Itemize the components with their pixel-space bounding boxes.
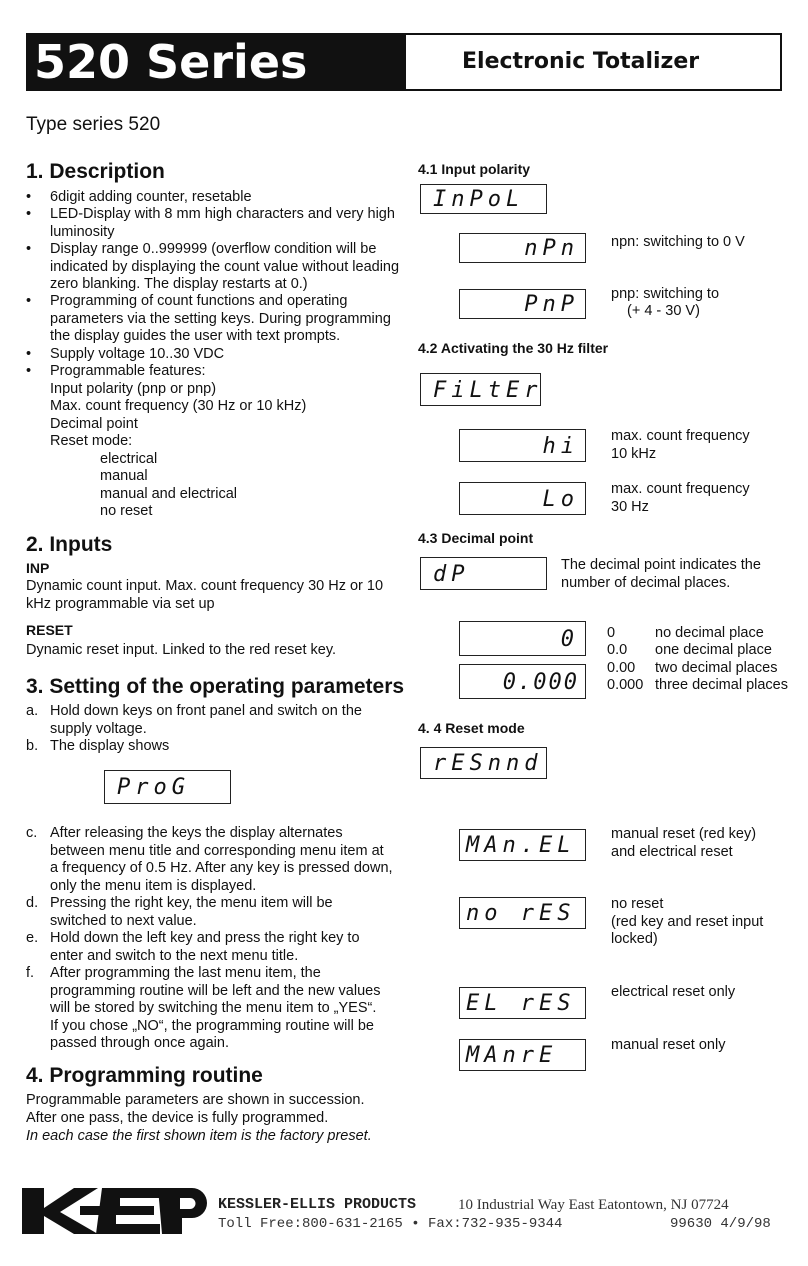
pnp-display: PnP [459,289,586,319]
input-polarity-heading: 4.1 Input polarity [418,161,531,177]
nores-display: no rES [459,897,586,929]
hi-display: hi [459,429,586,462]
inp-label: INP [26,560,50,576]
operating-params-heading: 3. Setting of the operating parameters [26,675,405,698]
series-title: 520 Series [34,35,308,89]
npn-text: npn: switching to 0 V [611,234,745,250]
lo-text-value: 30 Hz [611,499,649,515]
step-e-text: Hold down the left key and press the right key to enter and switch to the next menu title. [50,930,360,964]
routine-note: In each case the first shown item is the factory preset. [26,1128,372,1144]
prog-display: ProG [104,770,231,804]
list-item: • Programming of count functions and operating parameters via the setting keys. During programming the display guides the user with text prompts. [26,293,391,344]
feature-item: Reset mode: [50,433,133,449]
feature-item: Max. count frequency (30 Hz or 10 kHz) [50,398,307,414]
dp-row-value: 0 [607,625,616,641]
svg-text:KEP: KEP [22,1186,25,1187]
doc-number: 99630 4/9/98 [670,1216,771,1232]
dp-text: The decimal point indicates the [561,557,761,573]
inpol-display: InPoL [420,184,547,214]
step-c-text: After releasing the keys the display alternates between menu title and corresponding menu item at a frequency of 0.5 Hz. After any key is pressed down, only the menu item is displayed. [50,825,393,894]
hi-text: max. count frequency [611,428,750,444]
filter-display: FiLtEr [420,373,541,406]
kep-logo [22,1186,212,1241]
step-f-text: After programming the last menu item, the programming routine will be left and the new values will be stored by switching the menu item to „YES“. If you chose „NO“, the programming routine will be passed through once again. [50,965,381,1051]
series-banner [26,33,406,91]
hi-text-value: 10 kHz [611,446,657,462]
reset-mode-heading: 4. 4 Reset mode [418,720,525,736]
reset-mode-item: manual [100,468,148,484]
product-title: Electronic Totalizer [462,49,700,74]
routine-line: Programmable parameters are shown in succession. [26,1092,365,1108]
dp-display: dP [420,557,547,590]
dp-row-desc: one decimal place [655,642,772,658]
description-heading: 1. Description [26,160,165,183]
inp-text: Dynamic count input. Max. count frequency 30 Hz or 10 kHz programmable via set up [26,578,384,612]
list-item: • Display range 0..999999 (overflow condition will be indicated by displaying the count value without leading zero blanking. The display restarts at 0.) [26,241,400,292]
product-banner [406,33,782,91]
filter-heading: 4.2 Activating the 30 Hz filter [418,340,609,356]
company-name: KESSLER-ELLIS PRODUCTS [218,1196,417,1213]
resmd-display: rESnnd [420,747,547,779]
reset-mode-item: manual and electrical [100,486,238,502]
inputs-heading: 2. Inputs [26,533,113,556]
step-marker: e. [26,930,39,946]
reset-mode-item: electrical [100,451,158,467]
npn-display: nPn [459,233,586,263]
feature-item: Decimal point [50,416,138,432]
step-d-text: Pressing the right key, the menu item will be switched to next value. [50,895,333,929]
programming-routine-heading: 4. Programming routine [26,1064,263,1087]
step-b-text: The display shows [50,738,170,754]
list-item: • Programmable features: [26,363,206,379]
company-address: 10 Industrial Way East Eatontown, NJ 07724 [458,1197,729,1213]
dp-row-value: 0.00 [607,660,636,676]
dp-row-value: 0.0 [607,642,628,658]
list-item: • Supply voltage 10..30 VDC [26,346,225,362]
step-marker: a. [26,703,39,719]
step-marker: c. [26,825,38,841]
manel-display: MAn.EL [459,829,586,861]
step-marker: f. [26,965,35,981]
lo-text: max. count frequency [611,481,750,497]
dp-row-desc: three decimal places [655,677,788,693]
nores-text: (red key and reset input [611,914,764,930]
dp-row-desc: no decimal place [655,625,764,641]
step-marker: d. [26,895,39,911]
reset-mode-item: no reset [100,503,153,519]
dp-row-value: 0.000 [607,677,644,693]
kep-logo-graphic [22,1186,212,1236]
elres-text: electrical reset only [611,984,736,1000]
type-line: Type series 520 [26,114,161,135]
manel-text: and electrical reset [611,844,733,860]
manel-text: manual reset (red key) [611,826,757,842]
decimal-point-heading: 4.3 Decimal point [418,530,534,546]
list-item: • 6digit adding counter, resetable [26,189,252,205]
dp-text: number of decimal places. [561,575,731,591]
manre-text: manual reset only [611,1037,726,1053]
list-item: • LED-Display with 8 mm high characters and very high luminosity [26,206,395,240]
step-marker: b. [26,738,39,754]
step-a-text: Hold down keys on front panel and switch on the supply voltage. [50,703,362,737]
manre-display: MAnrE [459,1039,586,1071]
lo-display: Lo [459,482,586,515]
dp3-display: 0.000 [459,664,586,699]
feature-item: Input polarity (pnp or pnp) [50,381,217,397]
pnp-text-range: (+ 4 - 30 V) [627,303,700,319]
nores-text: no reset [611,896,664,912]
reset-label: RESET [26,622,73,638]
routine-line: After one pass, the device is fully programmed. [26,1110,329,1126]
company-phones: Toll Free:800-631-2165 • Fax:732-935-9344 [218,1216,563,1232]
dp-row-desc: two decimal places [655,660,778,676]
dp0-display: 0 [459,621,586,656]
elres-display: EL rES [459,987,586,1019]
reset-text: Dynamic reset input. Linked to the red reset key. [26,642,337,658]
nores-text: locked) [611,931,658,947]
pnp-text: pnp: switching to [611,286,720,302]
